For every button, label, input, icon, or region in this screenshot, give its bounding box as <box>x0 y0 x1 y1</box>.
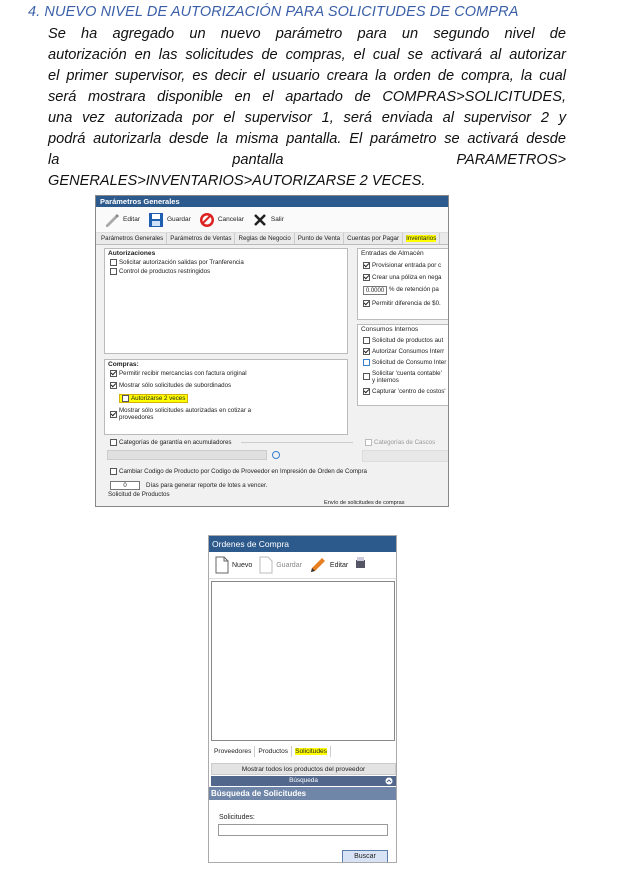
paragraph-line: Se ha agregado un nuevo parámetro para un segundo nivel de <box>48 26 566 42</box>
checkbox[interactable] <box>110 468 117 475</box>
tab-productos[interactable]: Productos <box>255 746 292 757</box>
edit-button[interactable]: Editar <box>309 556 348 574</box>
floppy-icon <box>148 212 164 228</box>
paragraph-line: la pantalla PARAMETROS> <box>48 152 566 168</box>
compras-title: Compras: <box>108 361 139 368</box>
compras-panel <box>104 359 348 435</box>
checkbox[interactable] <box>363 274 370 281</box>
checkbox[interactable] <box>363 262 370 269</box>
window-title: Ordenes de Compra <box>209 536 396 552</box>
envio-solicitudes-label: Envío de solicitudes de compras <box>324 500 405 506</box>
dias-input[interactable]: 0 <box>110 481 140 490</box>
cambiar-codigo-row[interactable]: Cambiar Codigo de Producto por Codigo de Proveedor en Impresión de Orden de Compra <box>105 467 372 476</box>
checkbox-row[interactable]: Capturar 'centro de costos' <box>358 387 449 396</box>
tab-parametros-ventas[interactable]: Parámetros de Ventas <box>167 233 235 244</box>
checkbox[interactable] <box>363 300 370 307</box>
checkbox[interactable] <box>363 373 370 380</box>
checkbox[interactable] <box>110 411 117 418</box>
edit-button[interactable]: Editar <box>104 212 140 228</box>
paragraph-line: podrá autorizarla desde la misma pantalla. El parámetro se activará desde <box>48 131 566 147</box>
ordenes-compra-window <box>208 535 397 863</box>
exit-button[interactable]: Salir <box>252 212 284 228</box>
autorizaciones-panel <box>104 248 348 354</box>
consumos-title: Consumos Internos <box>361 326 419 333</box>
tab-solicitudes[interactable]: Solicitudes <box>292 746 331 757</box>
retencion-row: 0.0000 % de retención pa <box>358 285 449 296</box>
tab-proveedores[interactable]: Proveedores <box>211 746 255 757</box>
collapse-icon[interactable] <box>385 777 393 785</box>
garantia-field[interactable] <box>107 450 267 460</box>
busqueda-solicitudes-title: Búsqueda de Solicitudes <box>209 787 397 800</box>
close-icon <box>252 212 268 228</box>
section-heading: 4. NUEVO NIVEL DE AUTORIZACIÓN PARA SOLICITUDES DE COMPRA <box>28 4 519 20</box>
consumos-internos-panel <box>357 324 449 406</box>
paragraph-line: GENERALES>INVENTARIOS>AUTORIZARSE 2 VECES. <box>48 173 426 189</box>
highlighted-option[interactable]: Autorizarse 2 veces <box>119 394 188 403</box>
mostrar-todos-button[interactable]: Mostrar todos los productos del proveedor <box>211 763 396 775</box>
checkbox-row[interactable]: Solicitar autorización salidas por Tranferencia <box>105 258 347 267</box>
cancel-icon <box>199 212 215 228</box>
solicitud-productos-label: Solicitud de Productos <box>108 491 170 498</box>
checkbox[interactable] <box>363 388 370 395</box>
paragraph-line: una vez autorizada por el supervisor 1, será enviada al supervisor 2 y <box>48 110 566 126</box>
solicitudes-input[interactable] <box>218 824 388 836</box>
checkbox[interactable] <box>110 439 117 446</box>
checkbox-row[interactable]: Solicitud de Consumo Inter <box>358 358 449 367</box>
paragraph-line: será mostrara disponible en el apartado de COMPRAS>SOLICITUDES, <box>48 89 566 105</box>
busqueda-header: Búsqueda <box>211 776 396 786</box>
cancel-button[interactable]: Cancelar <box>199 212 244 228</box>
entradas-title: Entradas de Almacén <box>361 250 424 257</box>
checkbox-row[interactable]: Provisionar entrada por c <box>358 261 449 270</box>
tab-reglas-negocio[interactable]: Reglas de Negocio <box>235 233 294 244</box>
print-icon[interactable] <box>355 556 365 574</box>
save-button[interactable]: Guardar <box>148 212 191 228</box>
checkbox-row[interactable]: Mostrar sólo solicitudes de subordinados <box>105 381 347 390</box>
toolbar <box>209 552 396 579</box>
tab-bar <box>211 746 331 757</box>
cascos-field[interactable] <box>362 450 449 462</box>
toolbar <box>96 207 448 233</box>
tab-parametros-generales[interactable]: Parámetros Generales <box>98 233 167 244</box>
checkbox-row[interactable]: Permitir diferencia de $0. <box>358 299 449 308</box>
checkbox[interactable] <box>363 337 370 344</box>
checkbox[interactable] <box>110 370 117 377</box>
checkbox-row[interactable]: Permitir recibir mercancías con factura original <box>105 369 347 378</box>
checkbox-row[interactable]: Solicitar 'cuenta contable' y internos <box>358 369 449 385</box>
garantia-row[interactable]: Categorías de garantía en acumuladores <box>105 438 236 447</box>
window-title: Parámetros Generales <box>96 196 448 207</box>
checkbox-row[interactable]: Mostrar sólo solicitudes autorizadas en cotizar a proveedores <box>105 406 290 422</box>
checkbox[interactable] <box>110 259 117 266</box>
cascos-row[interactable]: Categorías de Cascos <box>360 438 440 447</box>
checkbox-row[interactable]: Control de productos restringidos <box>105 267 347 276</box>
checkbox[interactable] <box>122 395 129 402</box>
autorizaciones-title: Autorizaciones <box>108 250 156 257</box>
tab-punto-venta[interactable]: Punto de Venta <box>295 233 344 244</box>
save-button[interactable]: Guardar <box>259 556 302 574</box>
checkbox[interactable] <box>363 359 370 366</box>
pencil-icon <box>104 212 120 228</box>
retencion-input[interactable]: 0.0000 <box>363 286 387 295</box>
pencil-icon <box>309 556 327 574</box>
checkbox-row[interactable]: Crear una póliza en nega <box>358 273 449 282</box>
description-paragraph <box>48 24 566 192</box>
paragraph-line: el primer supervisor, es decir el usuario creara la orden de compra, la cual <box>48 68 566 84</box>
checkbox-row[interactable]: Autorizar Consumos Interr <box>358 347 449 356</box>
checkbox[interactable] <box>363 348 370 355</box>
checkbox[interactable] <box>110 268 117 275</box>
paragraph-line: autorización en las solicitudes de compras, el cual se activará al autorizar <box>48 47 566 63</box>
parametros-generales-window <box>95 195 449 507</box>
autorizarse-2-veces-row[interactable] <box>105 393 347 404</box>
new-button[interactable]: Nuevo <box>215 556 252 574</box>
tab-bar <box>96 233 448 245</box>
ordenes-list[interactable] <box>211 581 395 741</box>
checkbox[interactable] <box>110 382 117 389</box>
buscar-button[interactable]: Buscar <box>342 850 388 863</box>
new-document-icon <box>215 556 229 574</box>
tab-inventarios[interactable]: Inventarios <box>403 233 440 244</box>
entradas-almacen-panel <box>357 248 449 320</box>
tab-cuentas-pagar[interactable]: Cuentas por Pagar <box>344 233 403 244</box>
dias-row: 0 Días para generar reporte de lotes a vencer. <box>105 480 272 491</box>
document-icon <box>259 556 273 574</box>
checkbox-row[interactable]: Solicitud de productos aut <box>358 336 449 345</box>
solicitudes-label: Solicitudes: <box>219 814 255 821</box>
radio-icon[interactable] <box>272 451 280 459</box>
divider <box>241 442 353 443</box>
checkbox[interactable] <box>365 439 372 446</box>
